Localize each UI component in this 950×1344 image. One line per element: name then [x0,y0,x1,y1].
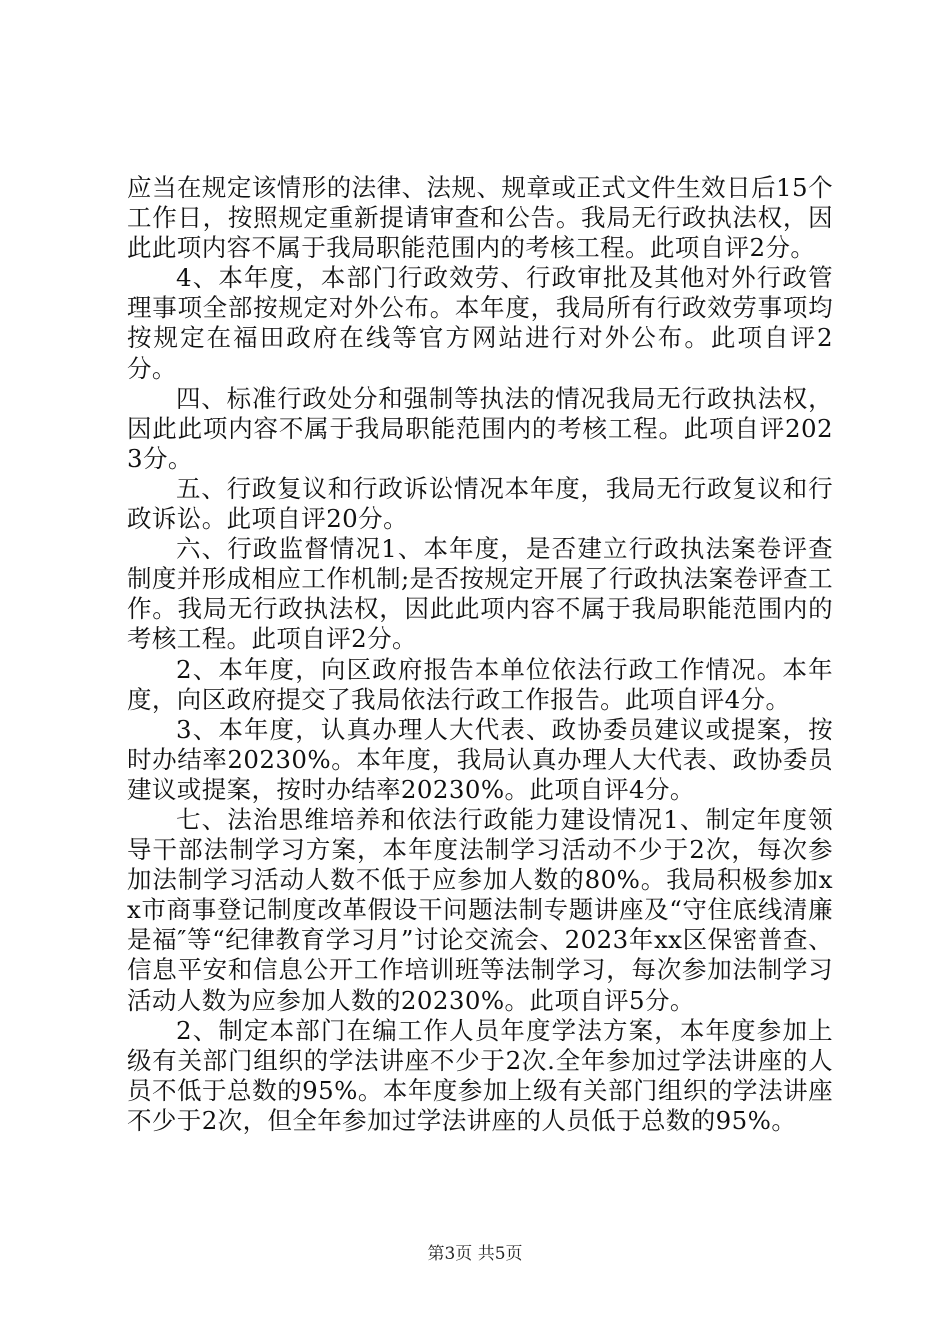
paragraph-section-7: 七、法治思维培养和依法行政能力建设情况1、制定年度领导干部法制学习方案，本年度法制学习活动不少于2次，每次参加法制学习活动人数不低于应参加人数的80%。我局积极参加xx市商事登记制度改革假设干问题法制专题讲座及“守住底线清廉是福″等“纪律教育学习月”讨论交流会、2023年xx区保密普查、信息平安和信息公开工作培训班等法制学习，每次参加法制学习活动人数为应参加人数的20230%。此项自评5分。 [127,804,833,1015]
paragraph-section-6-item-2: 2、本年度，向区政府报告本单位依法行政工作情况。本年度，向区政府提交了我局依法行政工作报告。此项自评4分。 [127,654,833,714]
page-number-footer: 第3页 共5页 [427,1244,523,1264]
paragraph-section-7-item-2: 2、制定本部门在编工作人员年度学法方案，本年度参加上级有关部门组织的学法讲座不少于2次.全年参加过学法讲座的人员不低于总数的95%。本年度参加上级有关部门组织的学法讲座不少于2次，但全年参加过学法讲座的人员低于总数的95%。 [127,1015,833,1135]
paragraph-item-4: 4、本年度，本部门行政效劳、行政审批及其他对外行政管理事项全部按规定对外公布。本年度，我局所有行政效劳事项均按规定在福田政府在线等官方网站进行对外公布。此项自评2分。 [127,263,833,383]
paragraph-section-4: 四、标准行政处分和强制等执法的情况我局无行政执法权，因此此项内容不属于我局职能范围内的考核工程。此项自评2023分。 [127,383,833,473]
paragraph-continued: 应当在规定该情形的法律、法规、规章或正式文件生效日后15个工作日，按照规定重新提请审查和公告。我局无行政执法权，因此此项内容不属于我局职能范围内的考核工程。此项自评2分。 [127,173,833,263]
paragraph-section-6: 六、行政监督情况1、本年度，是否建立行政执法案卷评查制度并形成相应工作机制;是否按规定开展了行政执法案卷评查工作。我局无行政执法权，因此此项内容不属于我局职能范围内的考核工程。此项自评2分。 [127,534,833,654]
paragraph-section-5: 五、行政复议和行政诉讼情况本年度，我局无行政复议和行政诉讼。此项自评20分。 [127,473,833,534]
paragraph-section-6-item-3: 3、本年度，认真办理人大代表、政协委员建议或提案，按时办结率20230%。本年度，我局认真办理人大代表、政协委员建议或提案，按时办结率20230%。此项自评4分。 [127,714,833,804]
document-body [127,173,833,1136]
